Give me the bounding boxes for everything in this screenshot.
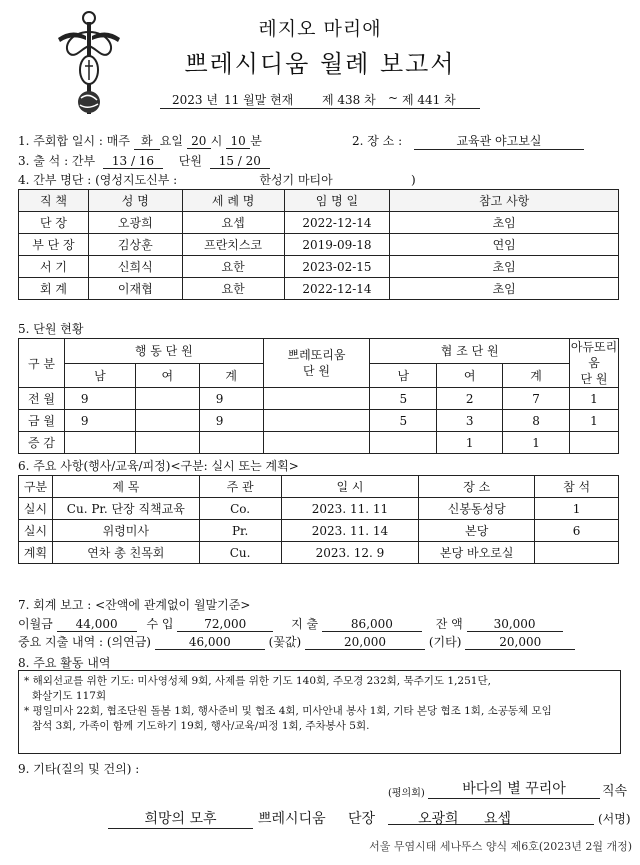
period-month: 11 월말 현재 <box>224 93 294 107</box>
expense-value: 86,000 <box>322 617 422 632</box>
table-subheader-row: 남 여 계 남 여 계 <box>19 363 619 388</box>
table-row: 회 계 이재협 요한 2022-12-14 초임 <box>19 278 619 300</box>
meeting-place: 2. 장 소 : 교육관 야고보실 <box>352 132 584 150</box>
carry-value: 44,000 <box>57 617 137 632</box>
activities-heading: 8. 주요 활동 내역 <box>18 656 111 670</box>
table-header-row: 구분 제 목 주 관 일 시 장 소 참 석 <box>19 476 619 498</box>
meeting-hour: 20 <box>187 134 211 149</box>
leader-word: 단장 <box>348 811 376 827</box>
report-period <box>160 90 480 109</box>
other-value: 20,000 <box>465 635 575 650</box>
period-from: 제 438 차 <box>322 93 376 107</box>
council-label: (평의회) <box>388 788 425 799</box>
activity-line: * 해외선교를 위한 기도: 미사영성체 9회, 사제를 위한 기도 140회, 주모경 232회, 묵주기도 1,251단, <box>24 675 491 687</box>
events-table <box>18 475 619 564</box>
council-name: 바다의 별 꾸리아 <box>428 778 600 799</box>
table-row: 실시 위령미사 Pr. 2023. 11. 14 본당 6 <box>19 520 619 542</box>
table-row: 단 장 오광희 요셉 2022-12-14 초임 <box>19 212 619 234</box>
meeting-day: 화 <box>134 132 160 150</box>
table-row: 부 단 장 김상훈 프란치스코 2019-09-18 연임 <box>19 234 619 256</box>
period-sep: ~ <box>388 91 399 105</box>
balance-value: 30,000 <box>467 617 563 632</box>
officers-attendance: 13 / 16 <box>103 154 163 169</box>
officers-table <box>18 189 619 300</box>
activity-line: 화살기도 117회 <box>32 690 107 702</box>
accounts-heading: 7. 회계 보고 : <잔액에 관계없이 월말기준> <box>18 598 251 612</box>
activities-box <box>18 670 621 754</box>
other-heading: 9. 기타(질의 및 건의) : <box>18 762 140 776</box>
meeting-minute: 10 <box>226 134 250 149</box>
table-header-row: 직 책 성 명 세 례 명 임 명 일 참고 사항 <box>19 190 619 212</box>
table-row: 전 월 9 9 5 2 7 1 <box>19 388 619 410</box>
meeting-time: 1. 주회합 일시 : 매주 화 요일 20 시 10 분 <box>18 134 262 148</box>
table-row: 실시 Cu. Pr. 단장 직책교육 Co. 2023. 11. 11 신봉동성당 1 <box>19 498 619 520</box>
activity-line: 참석 3회, 가족이 함께 기도하기 19회, 행사/교육/피정 1회, 주차봉사 5회. <box>32 720 370 732</box>
form-number: 서울 무염시태 세나뚜스 양식 제6호(2023년 2월 개정) <box>369 840 632 853</box>
officers-heading: 4. 간부 명단 : (영성지도신부 : 한성기 마티아 ) <box>18 173 416 187</box>
council-suffix: 직속 <box>602 784 628 799</box>
activity-line: * 평일미사 22회, 협조단원 돌봄 1회, 행사준비 및 협조 4회, 미사안내 봉사 1회, 기타 본당 협조 1회, 소공동체 모임 <box>24 705 552 717</box>
table-header-row: 구 분 행 동 단 원 쁘레또리움 단 원 협 조 단 원 아듀또리움 단 원 <box>19 339 619 364</box>
expense-details: 중요 지출 내역 : (의연금) 46,000 (꽃값) 20,000 (기타) 20,000 <box>18 633 575 650</box>
flowers-value: 20,000 <box>305 635 425 650</box>
spiritual-director: 한성기 마티아 <box>259 173 333 187</box>
period-to: 제 441 차 <box>402 93 456 107</box>
accounts-summary: 이월금 44,000 수 입 72,000 지 출 86,000 잔 액 30,000 <box>18 615 563 632</box>
table-row: 금 월 9 9 5 3 8 1 <box>19 410 619 432</box>
period-year: 2023 년 <box>172 93 218 107</box>
org-title: 레지오 마리애 <box>258 18 382 40</box>
presidium-word: 쁘레시디움 <box>258 811 326 827</box>
page-title: 쁘레시디움 월례 보고서 <box>184 50 456 78</box>
signature-label: (서명) <box>598 812 631 826</box>
membership-heading: 5. 단원 현황 <box>18 322 84 336</box>
table-row: 증 감 1 1 <box>19 432 619 454</box>
table-row: 서 기 신희식 요한 2023-02-15 초임 <box>19 256 619 278</box>
members-attendance: 15 / 20 <box>210 154 270 169</box>
events-heading: 6. 주요 사항(행사/교육/피정)<구분: 실시 또는 계획> <box>18 459 299 473</box>
table-row: 계획 연차 총 친목회 Cu. 2023. 12. 9 본당 바오로실 <box>19 542 619 564</box>
membership-table <box>18 338 619 454</box>
income-value: 72,000 <box>177 617 273 632</box>
leader-name: 오광희 요셉 <box>388 808 594 825</box>
attendance: 3. 출 석 : 간부 13 / 16 단원 15 / 20 <box>18 152 270 169</box>
presidium-name: 희망의 모후 <box>108 808 253 829</box>
donation-value: 46,000 <box>155 635 265 650</box>
place-value: 교육관 야고보실 <box>414 132 584 150</box>
